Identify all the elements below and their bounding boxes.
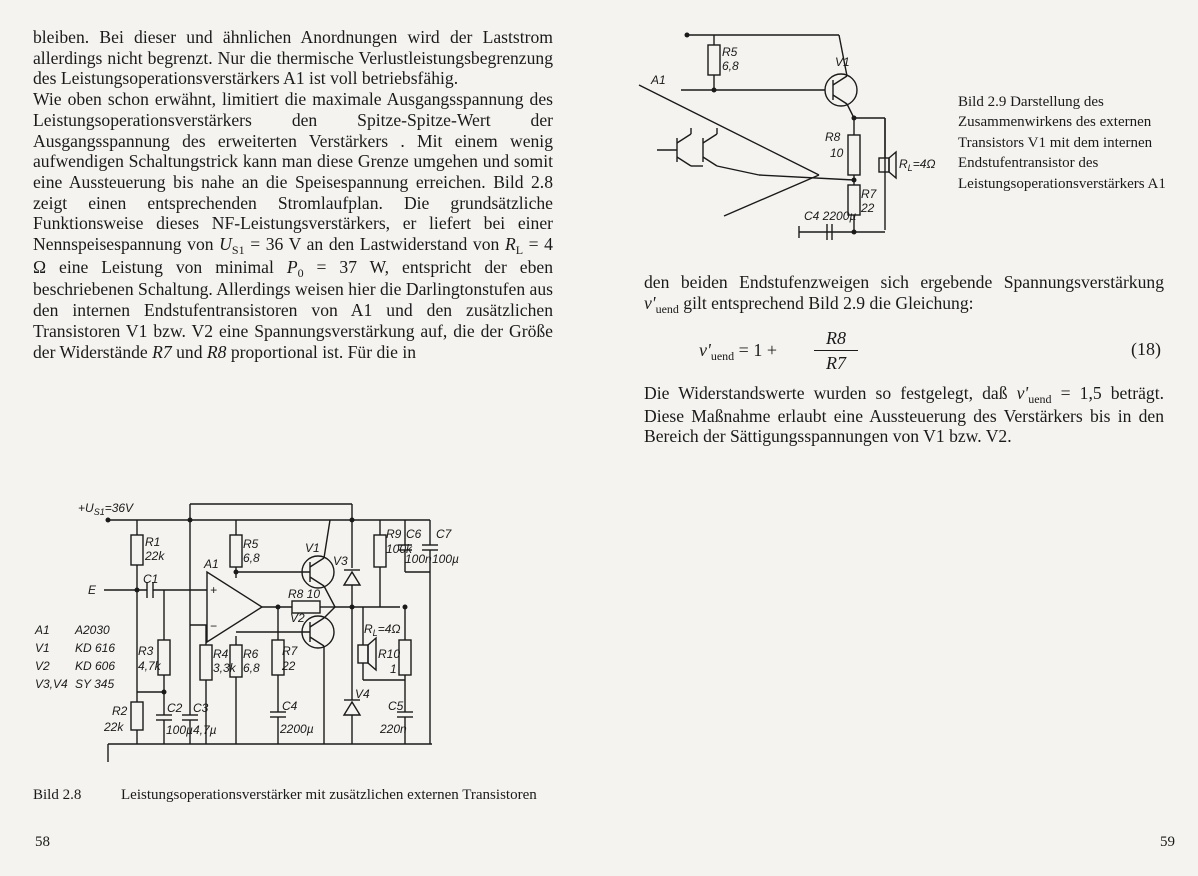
eq-fraction-bar — [814, 350, 858, 351]
right-text-1-end: gilt entsprechend Bild 2.9 die Gleichung: — [678, 292, 974, 313]
c2-label: C2 — [167, 701, 183, 715]
paragraph-2-middle: = 37 W, entspricht der eben beschriebenen Schaltung. Allerdings weisen hier die Darlingtonstufen aus den internen Endstufentransistoren von A1 und den zusätzlichen Transistoren V1 bzw. V2 eine Spannungsverstärkung auf, die der Größe der Widerstände — [33, 256, 553, 362]
r1-label: R1 — [145, 535, 161, 549]
v-uend-symbol: v' — [644, 292, 656, 313]
page-number-left: 58 — [35, 834, 50, 850]
c4-label: C4 — [282, 699, 298, 713]
r10-label: R10 — [378, 647, 401, 661]
v2-label: V2 — [290, 611, 305, 625]
v3-label: V3 — [333, 554, 348, 568]
r7-ref: R7 — [152, 341, 172, 362]
right-text-2-end: = 1,5 beträgt. Diese Maßnahme erlaubt eine Aussteuerung des Verstärkers bis in den Bereich der Sättigungsspannungen von V1 bzw. V2. — [644, 383, 1165, 447]
opamp-minus: − — [210, 619, 218, 633]
right-text-2 — [644, 383, 1164, 447]
fig29-r5-value: 6,8 — [722, 59, 739, 73]
paragraph-1: bleiben. Bei dieser und ähnlichen Anordnungen wird der Laststrom allerdings nicht begrenzt. Nur die thermische Verlustleistungsbegrenzung des Leistungsoperationsverstärkers A1 ist voll betriebsfähig. — [33, 27, 553, 89]
r1-value: 22k — [145, 549, 165, 563]
v1-label: V1 — [305, 541, 320, 555]
r6-label: R6 — [243, 647, 259, 661]
r9-value: 100k — [386, 542, 413, 556]
parts-list-ref: A1 — [35, 623, 50, 637]
v-uend-subscript-2: uend — [1028, 392, 1052, 406]
r10-value: 1 — [390, 662, 397, 676]
fig29-rl-label: $R_L=4\Omega$ — [899, 157, 936, 173]
us-symbol: U — [219, 234, 232, 255]
eq-subscript: uend — [710, 349, 735, 363]
r7-label: R7 — [282, 644, 298, 658]
r9-label: R9 — [386, 527, 402, 541]
parts-list-ref: V2 — [35, 659, 50, 673]
caption-number: Bild 2.8 — [33, 787, 82, 803]
rl-subscript: L — [515, 243, 524, 258]
fig29-v1-label: V1 — [835, 55, 850, 69]
c2-value: 100µ — [166, 723, 193, 737]
r5-value: 6,8 — [243, 551, 260, 565]
r4-value: 3,3k — [213, 661, 236, 675]
r8-ref: R8 — [206, 341, 227, 362]
r4-label: R4 — [213, 647, 229, 661]
r5-label: R5 — [243, 537, 259, 551]
input-label-e: E — [88, 583, 97, 597]
and-word: und — [171, 341, 207, 362]
eq-numerator: R8 — [826, 328, 846, 348]
r7-value: 22 — [282, 659, 296, 673]
rl-value: = 4 Ω eine Leistung von minimal — [33, 234, 553, 277]
figure-2-8-schematic — [0, 490, 599, 780]
p0-subscript: 0 — [297, 265, 304, 280]
c7-label: C7 — [436, 527, 452, 541]
fig29-r7-value: 22 — [861, 201, 875, 215]
c1-label: C1 — [143, 572, 159, 586]
r2-label: R2 — [112, 704, 128, 718]
right-text-2-start: Die Widerstandswerte wurden so festgelegt, daß — [644, 383, 1017, 403]
v4-label: V4 — [355, 687, 370, 701]
c5-label: C5 — [388, 699, 404, 713]
fig29-r8-value: 10 — [830, 146, 844, 160]
c6-value: 100n — [405, 552, 432, 566]
r8-label: R8 10 — [288, 587, 321, 601]
page-number-right: 59 — [1160, 834, 1175, 850]
r2-value: 22k — [104, 720, 124, 734]
us-subscript: S1 — [231, 243, 245, 258]
r3-label: R3 — [138, 644, 154, 658]
figure-2-9-caption: Bild 2.9 Darstellung des Zusammenwirkens des externen Transistors V1 mit dem internen Endstufentransistor des Leistungsoperationsverstärkers A1 — [958, 94, 1166, 192]
eq-rest: = 1 + — [734, 340, 777, 360]
rl-symbol: R — [504, 234, 516, 255]
right-text-1 — [644, 272, 1164, 315]
c3-value: 4,7µ — [193, 723, 217, 737]
paragraph-2-end: proportional ist. Für die in — [226, 341, 417, 362]
paragraph-2-start: Wie oben schon erwähnt, limitiert die maximale Ausgangsspannung des Leistungsoperationsverstärkers den Spitze-Spitze-Wert der Ausgangsspannung des erweiterten Verstärkers . Mit einem wenig aufwendigen Schaltungstrick kann man diese Grenze umgehen und somit eine Aussteuerung bis nahe an die Speisespannung erreichen. Bild 2.8 zeigt einen entsprechenden Stromlaufplan. Die grundsätzliche Funktionsweise dieses NF-Leistungsverstärkers, er liefert bei einer Nennspeisespannung von — [33, 89, 553, 255]
parts-list-ref: V1 — [35, 641, 50, 655]
r6-value: 6,8 — [243, 661, 260, 675]
c5-value: 220n — [380, 722, 407, 736]
v-uend-subscript: uend — [655, 301, 679, 316]
parts-list-type: KD 616 — [75, 641, 116, 655]
c3-label: C3 — [193, 701, 209, 715]
parts-list — [34, 623, 115, 691]
parts-list-type: A2030 — [75, 623, 110, 637]
fig29-a1-label: A1 — [651, 73, 666, 87]
left-body-text — [33, 27, 553, 362]
fig29-r8-label: R8 — [825, 130, 841, 144]
opamp-plus: + — [210, 583, 218, 597]
c6-label: C6 — [406, 527, 422, 541]
caption-text: Leistungsoperationsverstärker mit zusätzlichen externen Transistoren — [121, 787, 537, 803]
eq-denominator: R7 — [826, 353, 846, 373]
equation-18 — [644, 327, 1164, 373]
equation-fraction — [814, 327, 858, 374]
parts-list-type: KD 606 — [75, 659, 116, 673]
equation-number: (18) — [1131, 339, 1161, 359]
c4-value: 2200µ — [280, 722, 314, 736]
fig29-r5-label: R5 — [722, 45, 738, 59]
c7-value: 100µ — [432, 552, 459, 566]
p0-symbol: P — [286, 256, 298, 277]
right-text-1-start: den beiden Endstufenzweigen sich ergebende Spannungsverstärkung — [644, 272, 1164, 292]
paragraph-2 — [33, 89, 553, 362]
parts-list-ref: V3,V4 — [35, 677, 68, 691]
parts-list-type: SY 345 — [75, 677, 115, 691]
supply-label: $+U_{S1}=36V$ — [78, 501, 134, 517]
right-page — [599, 0, 1198, 876]
fig29-r7-label: R7 — [861, 187, 877, 201]
v-uend-symbol-2: v' — [1016, 383, 1029, 403]
us-value: = 36 V an den Lastwiderstand von — [244, 234, 505, 255]
rl-label: $R_L=4\Omega$ — [364, 622, 401, 638]
equation-lhs — [699, 340, 777, 361]
opamp-label: A1 — [204, 557, 219, 571]
eq-symbol: v' — [699, 340, 711, 360]
r3-value: 4,7k — [138, 659, 161, 673]
fig29-c4-label: C4 2200µ — [804, 209, 857, 223]
